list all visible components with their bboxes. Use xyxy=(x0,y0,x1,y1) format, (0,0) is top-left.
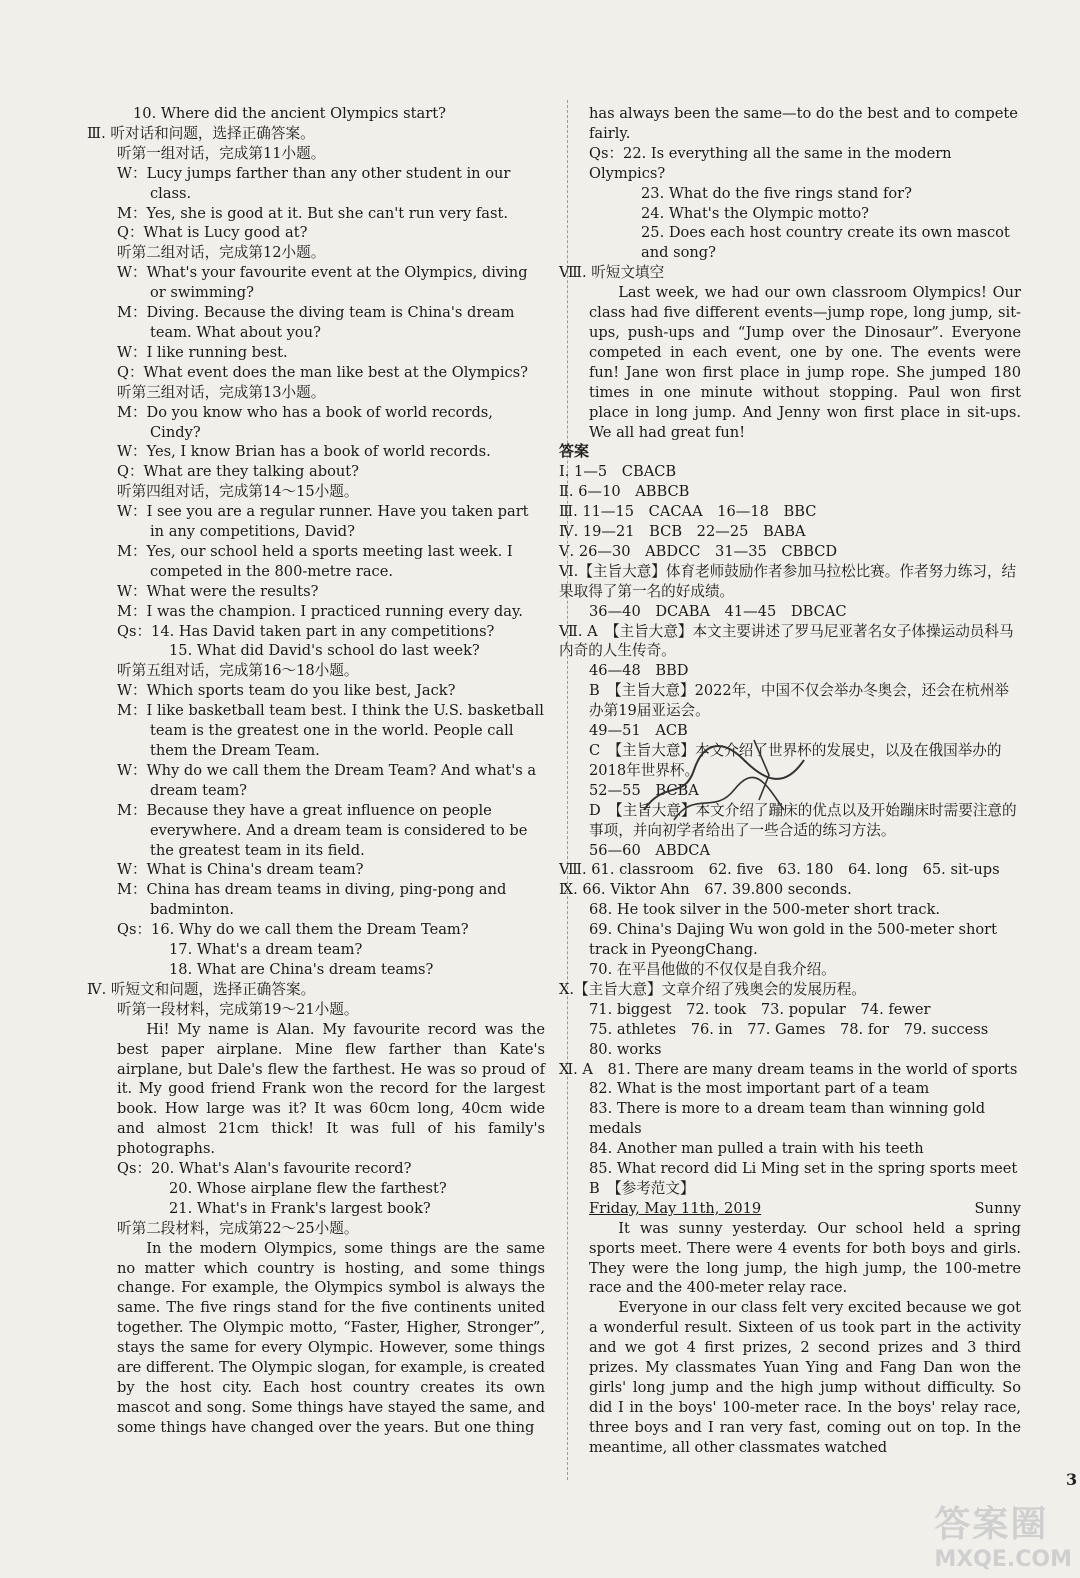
text-line: W：I like running best. xyxy=(117,343,288,361)
essay-header xyxy=(589,1199,1021,1219)
text-line: M：I like basketball team best. I think the U.S. basketball team is the greatest one in the world. People call them the Dream Team. xyxy=(117,702,544,759)
text-line: Qs：22. Is everything all the same in the modern Olympics? xyxy=(589,144,952,182)
text-line: 23. What do the five rings stand for? xyxy=(641,184,912,202)
text-line: W：Lucy jumps farther than any other student in our class. xyxy=(117,164,511,202)
text-line: 85. What record did Li Ming set in the spring sports meet xyxy=(589,1160,1018,1178)
text-line: has always been the same—to do the best and to compete fairly. xyxy=(589,105,1018,142)
text-line: Ⅳ. 听短文和问题，选择正确答案。 xyxy=(87,980,316,998)
text-line: 听第一段材料，完成第19～21小题。 xyxy=(117,1000,359,1018)
text-line: Qs：16. Why do we call them the Dream Team? xyxy=(117,921,469,939)
text-line: M：Diving. Because the diving team is China's dream team. What about you? xyxy=(117,304,515,341)
text-line: 36—40 DCABA 41—45 DBCAC xyxy=(589,602,847,620)
text-line: Qs：20. What's Alan's favourite record? xyxy=(117,1160,412,1178)
text-line: W：What were the results? xyxy=(117,582,319,600)
text-line: M：I was the champion. I practiced running every day. xyxy=(117,602,523,620)
text-line: B 【主旨大意】2022年，中国不仅会举办冬奥会，还会在杭州举办第19届亚运会。 xyxy=(589,682,1010,720)
text-line: W：Which sports team do you like best, Jack? xyxy=(117,682,456,700)
text-line: Ⅳ. 19—21 BCB 22—25 BABA xyxy=(559,523,806,541)
text-line: Ⅹ.【主旨大意】文章介绍了残奥会的发展历程。 xyxy=(559,980,866,998)
text-line: M：Yes, she is good at it. But she can't run very fast. xyxy=(117,204,509,222)
text-line: 20. Whose airplane flew the farthest? xyxy=(169,1179,447,1197)
text-line: 56—60 ABDCA xyxy=(589,841,710,859)
text-line: M：Because they have a great influence on people everywhere. And a dream team is considered to be the greatest team in its field. xyxy=(117,801,528,859)
text-line: C 【主旨大意】本文介绍了世界杯的发展史，以及在俄国举办的2018年世界杯。 xyxy=(589,742,1002,779)
text-line: Ⅴ. 26—30 ABDCC 31—35 CBBCD xyxy=(559,542,838,560)
text-line: 70. 在平昌他做的不仅仅是自我介绍。 xyxy=(589,960,836,978)
text-line: Ⅲ. 听对话和问题，选择正确答案。 xyxy=(87,124,315,142)
text-line: Ⅺ. A 81. There are many dream teams in the world of sports xyxy=(559,1060,1018,1078)
text-line: W：What is China's dream team? xyxy=(117,861,364,879)
text-line: Last week, we had our own classroom Olympics! Our class had five different events—jump rope, long jump, sit-ups, push-ups and “Jump over the Dinosaur”. Everyone competed in each event, one by one. The events were fun! Jane won first place in jump rope. She jumped 180 times in one minute without stopping. Paul won first place in long jump. And Jenny won first place in sit-ups. We all had great fun! xyxy=(589,284,1021,441)
text-line: 21. What's in Frank's largest book? xyxy=(169,1199,431,1217)
text-line: 84. Another man pulled a train with his teeth xyxy=(589,1140,924,1158)
text-line: 18. What are China's dream teams? xyxy=(169,960,434,978)
essay-paragraph-2: Everyone in our class felt very excited because we got a wonderful result. Sixteen of us took part in the activity and we got 4 first prizes, 2 second prizes and 3 third prizes. My classmates Yuan Ying and Fang Dan won the girls' long jump and the high jump without difficulty. So did I in the boys' 100-meter race. In the boys' relay race, three boys and I ran very fast, coming out on top. In the meantime, all other classmates watched xyxy=(589,1299,1021,1456)
text-line: 80. works xyxy=(589,1040,662,1058)
text-line: W：Yes, I know Brian has a book of world records. xyxy=(117,443,491,461)
text-line: M：China has dream teams in diving, ping-pong and badminton. xyxy=(117,881,507,919)
text-line: 24. What's the Olympic motto? xyxy=(641,204,869,222)
text-line: Ⅸ. 66. Viktor Ahn 67. 39.800 seconds. xyxy=(559,881,852,899)
text-line: 25. Does each host country create its own mascot and song? xyxy=(641,224,1010,262)
text-line: 71. biggest 72. took 73. popular 74. fewer xyxy=(589,1000,931,1018)
text-line: Ⅵ.【主旨大意】体育老师鼓励作者参加马拉松比赛。作者努力练习，结果取得了第一名的好成绩。 xyxy=(559,562,1017,600)
text-line: W：Why do we call them the Dream Team? And what's a dream team? xyxy=(117,761,537,799)
essay-date: Friday, May 11th, 2019 xyxy=(589,1199,762,1217)
text-line: Ⅷ. 61. classroom 62. five 63. 180 64. long 65. sit-ups xyxy=(559,861,1000,879)
text-line: Q：What event does the man like best at the Olympics? xyxy=(117,363,528,381)
text-line: 听第三组对话，完成第13小题。 xyxy=(117,383,326,401)
text-line: 听第二段材料，完成第22～25小题。 xyxy=(117,1219,359,1237)
text-line: Ⅱ. 6—10 ABBCB xyxy=(559,483,690,501)
text-line: 82. What is the most important part of a team xyxy=(589,1080,930,1098)
text-line: Hi! My name is Alan. My favourite record was the best paper airplane. Mine flew farther than Kate's airplane, but Dale's flew the farthest. He was so proud of it. My good friend Frank won the record for the largest book. How large was it? It was 60cm long, 40cm wide and almost 21cm thick! It was full of his family's photographs. xyxy=(117,1020,545,1158)
text-line: 10. Where did the ancient Olympics start? xyxy=(133,105,446,122)
text-line: 75. athletes 76. in 77. Games 78. for 79. success xyxy=(589,1020,989,1038)
text-line: M：Yes, our school held a sports meeting last week. I competed in the 800-metre race. xyxy=(117,542,513,580)
text-line: 答案 xyxy=(559,442,590,461)
text-line: In the modern Olympics, some things are the same no matter which country is hosting, and some things change. For example, the Olympics symbol is always the same. The five rings stand for the five continents united together. The Olympic motto, “Faster, Higher, Stronger”, stays the same for every Olympic. However, some things are different. The Olympic slogan, for example, is created by the host city. Each host country creates its own mascot and song. Some things have stayed the same, and some things have changed over the years. But one thing xyxy=(117,1239,545,1436)
text-line: W：I see you are a regular runner. Have you taken part in any competitions, David? xyxy=(117,503,529,541)
text-line: 83. There is more to a dream team than winning gold medals xyxy=(589,1100,986,1138)
text-line: B 【参考范文】 xyxy=(589,1179,695,1197)
text-line: 49—51 ACB xyxy=(589,722,688,740)
watermark: 答案圈 MXQE.COM xyxy=(934,1504,1072,1572)
text-line: 听第二组对话，完成第12小题。 xyxy=(117,244,326,262)
column-divider xyxy=(567,100,568,1480)
text-line: 46—48 BBD xyxy=(589,662,689,680)
left-column xyxy=(87,104,545,1438)
text-line: 52—55 BCBA xyxy=(589,781,699,799)
essay-paragraph-1: It was sunny yesterday. Our school held a spring sports meet. There were 4 events for both boys and girls. They were the long jump, the high jump, the 100-metre race and the 400-meter relay race. xyxy=(589,1219,1021,1297)
text-line: 17. What's a dream team? xyxy=(169,941,363,959)
text-line: Q：What is Lucy good at? xyxy=(117,224,308,242)
text-line: Q：What are they talking about? xyxy=(117,463,359,481)
text-line: 15. What did David's school do last week? xyxy=(169,642,480,660)
page-number: 3 xyxy=(1066,1470,1078,1489)
text-line: Ⅷ. 听短文填空 xyxy=(559,264,665,282)
text-line: Qs：14. Has David taken part in any competitions? xyxy=(117,622,495,640)
handwritten-scribble xyxy=(634,720,834,840)
text-line: Ⅰ. 1—5 CBACB xyxy=(559,463,677,481)
text-line: Ⅶ. A 【主旨大意】本文主要讲述了罗马尼亚著名女子体操运动员科马内奇的人生传奇。 xyxy=(559,622,1014,660)
essay-weather: Sunny xyxy=(974,1199,1021,1217)
text-line: Ⅲ. 11—15 CACAA 16—18 BBC xyxy=(559,503,817,521)
text-line: 听第五组对话，完成第16～18小题。 xyxy=(117,662,359,680)
text-line: D 【主旨大意】本文介绍了蹦床的优点以及开始蹦床时需要注意的事项，并向初学者给出了一些合适的练习方法。 xyxy=(589,801,1017,839)
text-line: M：Do you know who has a book of world records, Cindy? xyxy=(117,403,493,441)
text-line: W：What's your favourite event at the Olympics, diving or swimming? xyxy=(117,264,528,302)
text-line: 听第一组对话，完成第11小题。 xyxy=(117,144,326,162)
text-line: 听第四组对话，完成第14～15小题。 xyxy=(117,483,359,501)
text-line: 68. He took silver in the 500-meter short track. xyxy=(589,901,941,919)
text-line: 69. China's Dajing Wu won gold in the 500-meter short track in PyeongChang. xyxy=(589,921,997,959)
